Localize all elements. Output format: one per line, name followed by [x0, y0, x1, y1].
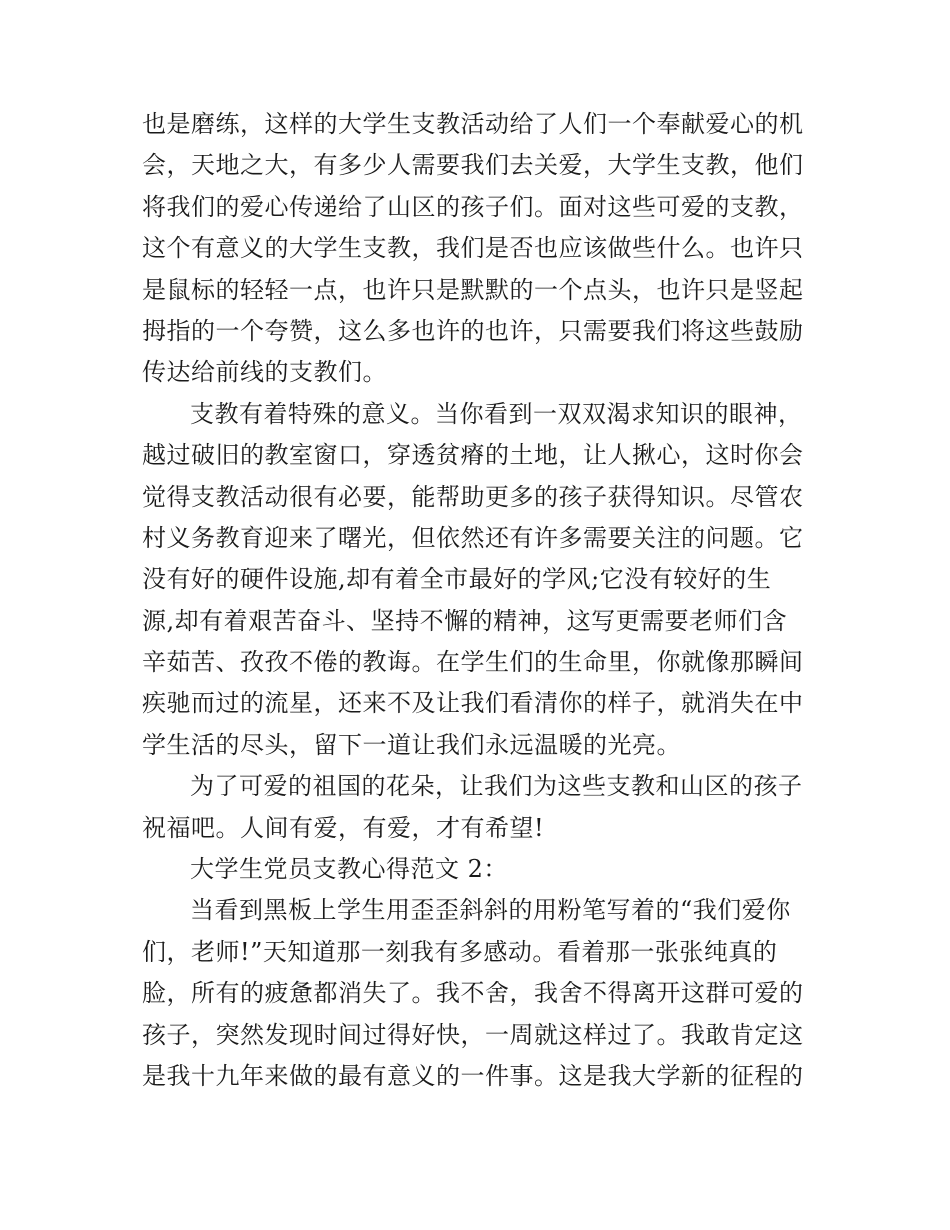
- text-line: 祝福吧。人间有爱，有爱，才有希望!: [142, 813, 545, 842]
- text-line: 们，老师!”天知道那一刻我有多感动。看着那一张张纯真的: [142, 937, 778, 966]
- text-line: 越过破旧的教室窗口，穿透贫瘠的土地，让人揪心，这时你会: [142, 441, 804, 470]
- text-line: 这个有意义的大学生支教，我们是否也应该做些什么。也许只: [142, 234, 804, 263]
- text-line: 会，天地之大，有多少人需要我们去关爱，大学生支教，他们: [142, 151, 804, 180]
- text-line: 是鼠标的轻轻一点，也许只是默默的一个点头，也许只是竖起: [142, 275, 804, 304]
- text-line: 源,却有着艰苦奋斗、坚持不懈的精神，这写更需要老师们含: [142, 606, 788, 635]
- document-body: [142, 104, 814, 1097]
- text-line: 为了可爱的祖国的花朵，让我们为这些支教和山区的孩子: [190, 772, 803, 801]
- text-line: 没有好的硬件设施,却有着全市最好的学风;它没有较好的生: [142, 565, 772, 594]
- text-line: 辛茹苦、孜孜不倦的教诲。在学生们的生命里，你就像那瞬间: [142, 648, 804, 677]
- text-line: 将我们的爱心传递给了山区的孩子们。面对这些可爱的支教，: [142, 192, 804, 221]
- text-line: 当看到黑板上学生用歪歪斜斜的用粉笔写着的“我们爱你: [190, 896, 791, 925]
- text-line: 脸，所有的疲惫都消失了。我不舍，我舍不得离开这群可爱的: [142, 979, 804, 1008]
- text-line: 觉得支教活动很有必要，能帮助更多的孩子获得知识。尽管农: [142, 482, 804, 511]
- text-line: 拇指的一个夸赞，这么多也许的也许，只需要我们将这些鼓励: [142, 316, 804, 345]
- text-line: 疾驰而过的流星，还来不及让我们看清你的样子，就消失在中: [142, 689, 804, 718]
- text-line: 学生活的尽头，留下一道让我们永远温暖的光亮。: [142, 730, 681, 759]
- text-line: 大学生党员支教心得范文 2：: [190, 855, 508, 884]
- text-line: 也是磨练，这样的大学生支教活动给了人们一个奉献爱心的机: [142, 110, 804, 138]
- text-line: 孩子，突然发现时间过得好快，一周就这样过了。我敢肯定这: [142, 1020, 804, 1049]
- text-line: 是我十九年来做的最有意义的一件事。这是我大学新的征程的: [142, 1061, 804, 1090]
- text-line: 传达给前线的支教们。: [142, 358, 387, 387]
- text-line: 村义务教育迎来了曙光，但依然还有许多需要关注的问题。它: [142, 523, 804, 552]
- text-line: 支教有着特殊的意义。当你看到一双双渴求知识的眼神，: [190, 399, 803, 428]
